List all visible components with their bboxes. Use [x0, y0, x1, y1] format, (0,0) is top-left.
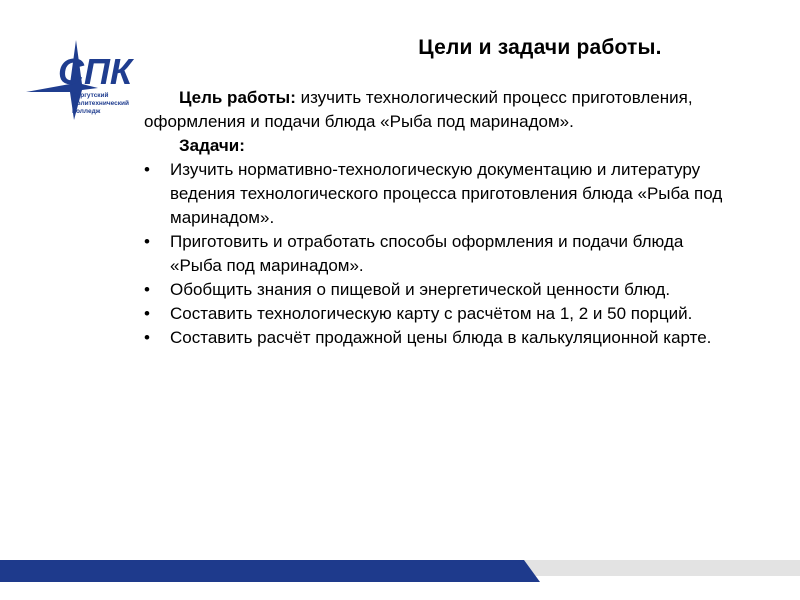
logo-abbreviation: СПК	[58, 51, 133, 92]
logo-line-2: Политехнический	[72, 100, 130, 107]
slide-title: Цели и задачи работы.	[418, 36, 662, 59]
goal-text: изучить технологический процесс приготовления, оформления и подачи блюда «Рыба под маринадом».	[144, 88, 693, 131]
logo-line-1: Сургутский	[72, 92, 109, 99]
footer-decoration	[0, 548, 800, 600]
bullet: •	[144, 160, 150, 179]
task-text: Обобщить знания о пищевой и энергетической ценности блюд.	[170, 280, 671, 299]
tasks-list	[144, 158, 724, 350]
task-text: Приготовить и отработать способы оформления и подачи блюда «Рыба под маринадом».	[170, 232, 684, 275]
task-text: Составить технологическую карту с расчётом на 1, 2 и 50 порций.	[170, 304, 693, 323]
bullet: •	[144, 280, 150, 299]
list-item	[144, 158, 724, 230]
list-item	[144, 278, 724, 302]
footer-blue-band	[0, 560, 540, 582]
list-item	[144, 230, 724, 278]
task-text: Составить расчёт продажной цены блюда в калькуляционной карте.	[170, 328, 712, 347]
slide-content	[144, 86, 724, 350]
college-logo	[26, 40, 156, 120]
logo-line-3: Колледж	[72, 108, 101, 115]
list-item	[144, 302, 724, 326]
bullet: •	[144, 328, 150, 347]
list-item	[144, 326, 724, 350]
goal-label: Цель работы:	[179, 88, 296, 107]
bullet: •	[144, 304, 150, 323]
tasks-heading: Задачи:	[179, 136, 245, 155]
bullet: •	[144, 232, 150, 251]
goal-paragraph	[144, 86, 724, 134]
task-text: Изучить нормативно-технологическую документацию и литературу ведения технологического процесса приготовления блюда «Рыба под маринадом».	[170, 160, 723, 227]
